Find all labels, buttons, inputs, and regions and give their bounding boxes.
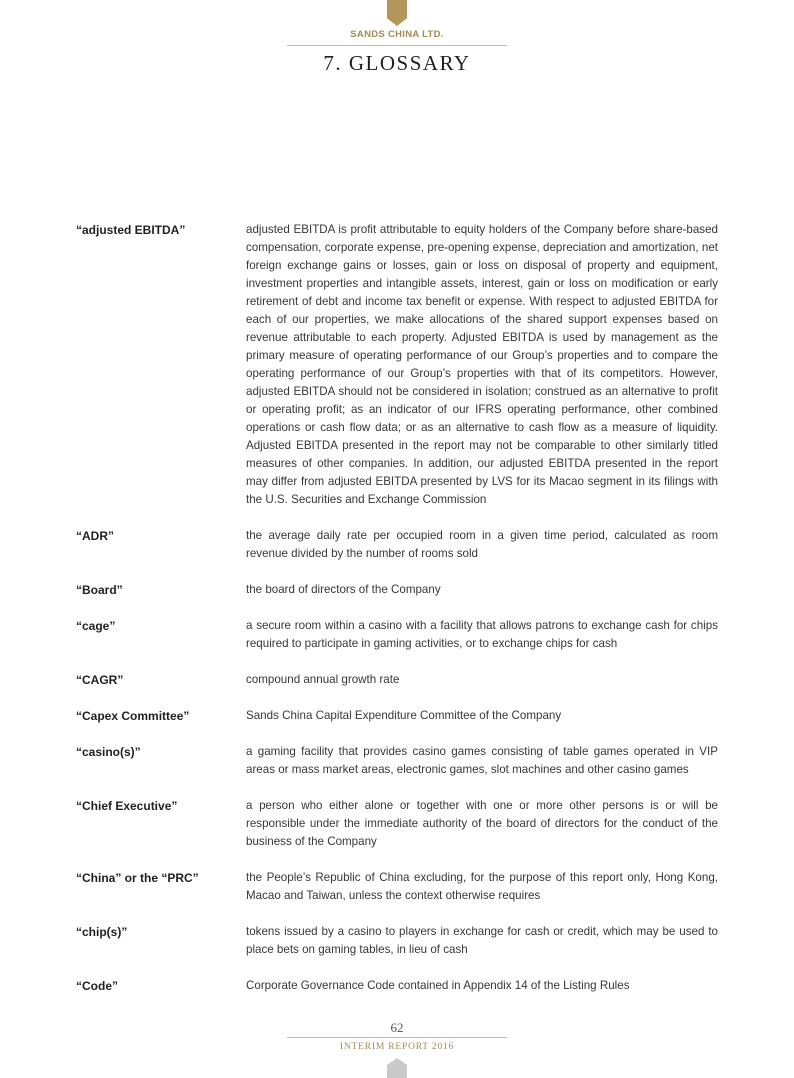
bottom-bookmark-tab-icon [387,1058,407,1078]
page-number: 62 [390,1020,404,1035]
report-name: INTERIM REPORT 2016 [339,1042,455,1052]
top-bookmark-tab-icon [387,0,407,26]
glossary-definition: adjusted EBITDA is profit attributable to equity holders of the Company before share-based compensation, corporate expense, pre-opening expense, depreciation and amortization, net foreign exchange gains or losses, gain or loss on disposal of property and equipment, investment properties and intangible assets, interest, gain or loss on modification or early retirement of debt and income tax benefit or expense. With respect to adjusted EBITDA for each of our properties, we make allocations of the shared support expenses based on revenue attributable to each property. Adjusted EBITDA is used by management as the primary measure of operating performance of our Group’s properties and to compare the operating performance of our Group’s properties with that of its competitors. However, adjusted EBITDA should not be considered in isolation; construed as an alternative to profit or operating profit; as an indicator of our IFRS operating performance, other combined operations or cash flow data; or as an alternative to cash flow as a measure of liquidity. Adjusted EBITDA presented in the report may not be comparable to other similarly titled measures of other companies. In addition, our adjusted EBITDA presented in the report may differ from adjusted EBITDA presented by LVS for its Macao segment in its filings with the U.S. Securities and Exchange Commission [246,223,718,506]
footer-divider [287,1037,507,1038]
glossary-term: “casino(s)” [76,745,141,759]
glossary-term: “adjusted EBITDA” [76,223,186,237]
glossary-term: “China” or the “PRC” [76,871,199,885]
glossary-term: “ADR” [76,529,114,543]
glossary-definition: a person who either alone or together with one or more other persons is or will be responsible under the immediate authority of the board of directors for the conduct of the business of the Company [246,799,718,848]
glossary-definition: Sands China Capital Expenditure Committee of the Company [246,709,562,722]
glossary-term: “Board” [76,583,123,597]
glossary-definition: the board of directors of the Company [246,583,441,596]
glossary-definition: a secure room within a casino with a facility that allows patrons to exchange cash for chips required to participate in gaming activities, or to exchange chips for cash [246,619,718,650]
glossary-definition: tokens issued by a casino to players in exchange for cash or credit, which may be used to place bets on gaming tables, in lieu of cash [246,925,718,956]
header-divider [287,45,507,46]
glossary-definition: Corporate Governance Code contained in Appendix 14 of the Listing Rules [246,979,630,992]
glossary-term: “Code” [76,979,118,993]
glossary-term: “chip(s)” [76,925,128,939]
glossary-term: “CAGR” [76,673,124,687]
section-title: 7. GLOSSARY [323,51,471,75]
glossary-definition: the average daily rate per occupied room in a given time period, calculated as room revenue divided by the number of rooms sold [246,529,718,560]
glossary-definition: compound annual growth rate [246,673,400,686]
glossary-term: “Capex Committee” [76,709,190,723]
glossary-definition: a gaming facility that provides casino games consisting of table games operated in VIP areas or mass market areas, electronic games, slot machines and other casino games [246,745,718,776]
company-name: SANDS CHINA LTD. [350,29,444,40]
glossary-term: “cage” [76,619,116,633]
glossary-term: “Chief Executive” [76,799,178,813]
glossary-definition: the People’s Republic of China excluding, for the purpose of this report only, Hong Kong, Macao and Taiwan, unless the context otherwise requires [246,871,718,902]
